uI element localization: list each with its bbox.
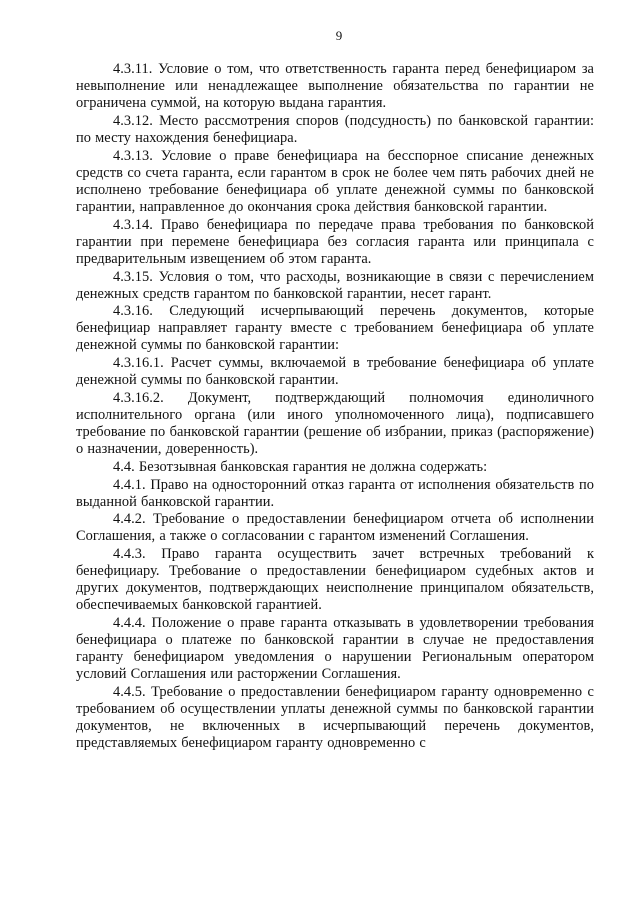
document-page xyxy=(76,28,594,753)
paragraph-4-4-2: 4.4.2. Требование о предоставлении бенефициаром отчета об исполнении Соглашения, а также о согласовании с гарантом изменений Соглашения. xyxy=(76,511,594,545)
paragraph-4-3-15: 4.3.15. Условия о том, что расходы, возникающие в связи с перечислением денежных средств гарантом по банковской гарантии, несет гарант. xyxy=(76,268,594,302)
paragraph-4-3-14: 4.3.14. Право бенефициара по передаче права требования по банковской гарантии при перемене бенефициара без согласия гаранта или принципала с предварительным извещением об этом гаранта. xyxy=(76,216,594,267)
paragraph-4-3-12: 4.3.12. Место рассмотрения споров (подсудность) по банковской гарантии: по месту нахождения бенефициара. xyxy=(76,112,594,146)
page-number: 9 xyxy=(335,28,343,43)
paragraph-4-4-4: 4.4.4. Положение о праве гаранта отказывать в удовлетворении требования бенефициара о платеже по банковской гарантии в случае не предоставления гаранту бенефициаром уведомления о нарушении Региональным оператором условий Соглашения или расторжении Соглашения. xyxy=(76,615,594,683)
paragraph-4-3-11: 4.3.11. Условие о том, что ответственность гаранта перед бенефициаром за невыполнение или ненадлежащее выполнение обязательства по гарантии не ограничена суммой, на которую выдана гарантия. xyxy=(76,61,594,112)
paragraph-4-3-16: 4.3.16. Следующий исчерпывающий перечень документов, которые бенефициар направляет гаранту вместе с требованием бенефициара об уплате денежной суммы по банковской гарантии: xyxy=(76,303,594,354)
paragraph-4-3-13: 4.3.13. Условие о праве бенефициара на бесспорное списание денежных средств со счета гаранта, если гарантом в срок не более чем пять рабочих дней не исполнено требование бенефициара об уплате денежной суммы по банковской гарантии, направленное до окончания срока действия банковской гарантии. xyxy=(76,147,594,215)
paragraph-4-4-1: 4.4.1. Право на односторонний отказ гаранта от исполнения обязательств по выданной банковской гарантии. xyxy=(76,476,594,510)
paragraph-4-3-16-2: 4.3.16.2. Документ, подтверждающий полномочия единоличного исполнительного органа (или иного уполномоченного лица), подписавшего требование по банковской гарантии (решение об избрании, приказ (распоряжение) о назначении, доверенность). xyxy=(76,389,594,458)
paragraph-4-3-16-1: 4.3.16.1. Расчет суммы, включаемой в требование бенефициара об уплате денежной суммы по банковской гарантии. xyxy=(76,355,594,389)
paragraph-4-4-5: 4.4.5. Требование о предоставлении бенефициаром гаранту одновременно с требованием об осуществлении уплаты денежной суммы по банковской гарантии документов, не включенных в исчерпывающий перечень документов, представляемых бенефициаром гаранту одновременно с xyxy=(76,684,594,752)
paragraph-4-4-3: 4.4.3. Право гаранта осуществить зачет встречных требований к бенефициару. Требование о предоставлении бенефициаром судебных актов и других документов, подтверждающих неисполнение принципалом обязательств, обеспечиваемых банковской гарантией. xyxy=(76,546,594,614)
paragraph-4-4: 4.4. Безотзывная банковская гарантия не должна содержать: xyxy=(113,458,488,475)
